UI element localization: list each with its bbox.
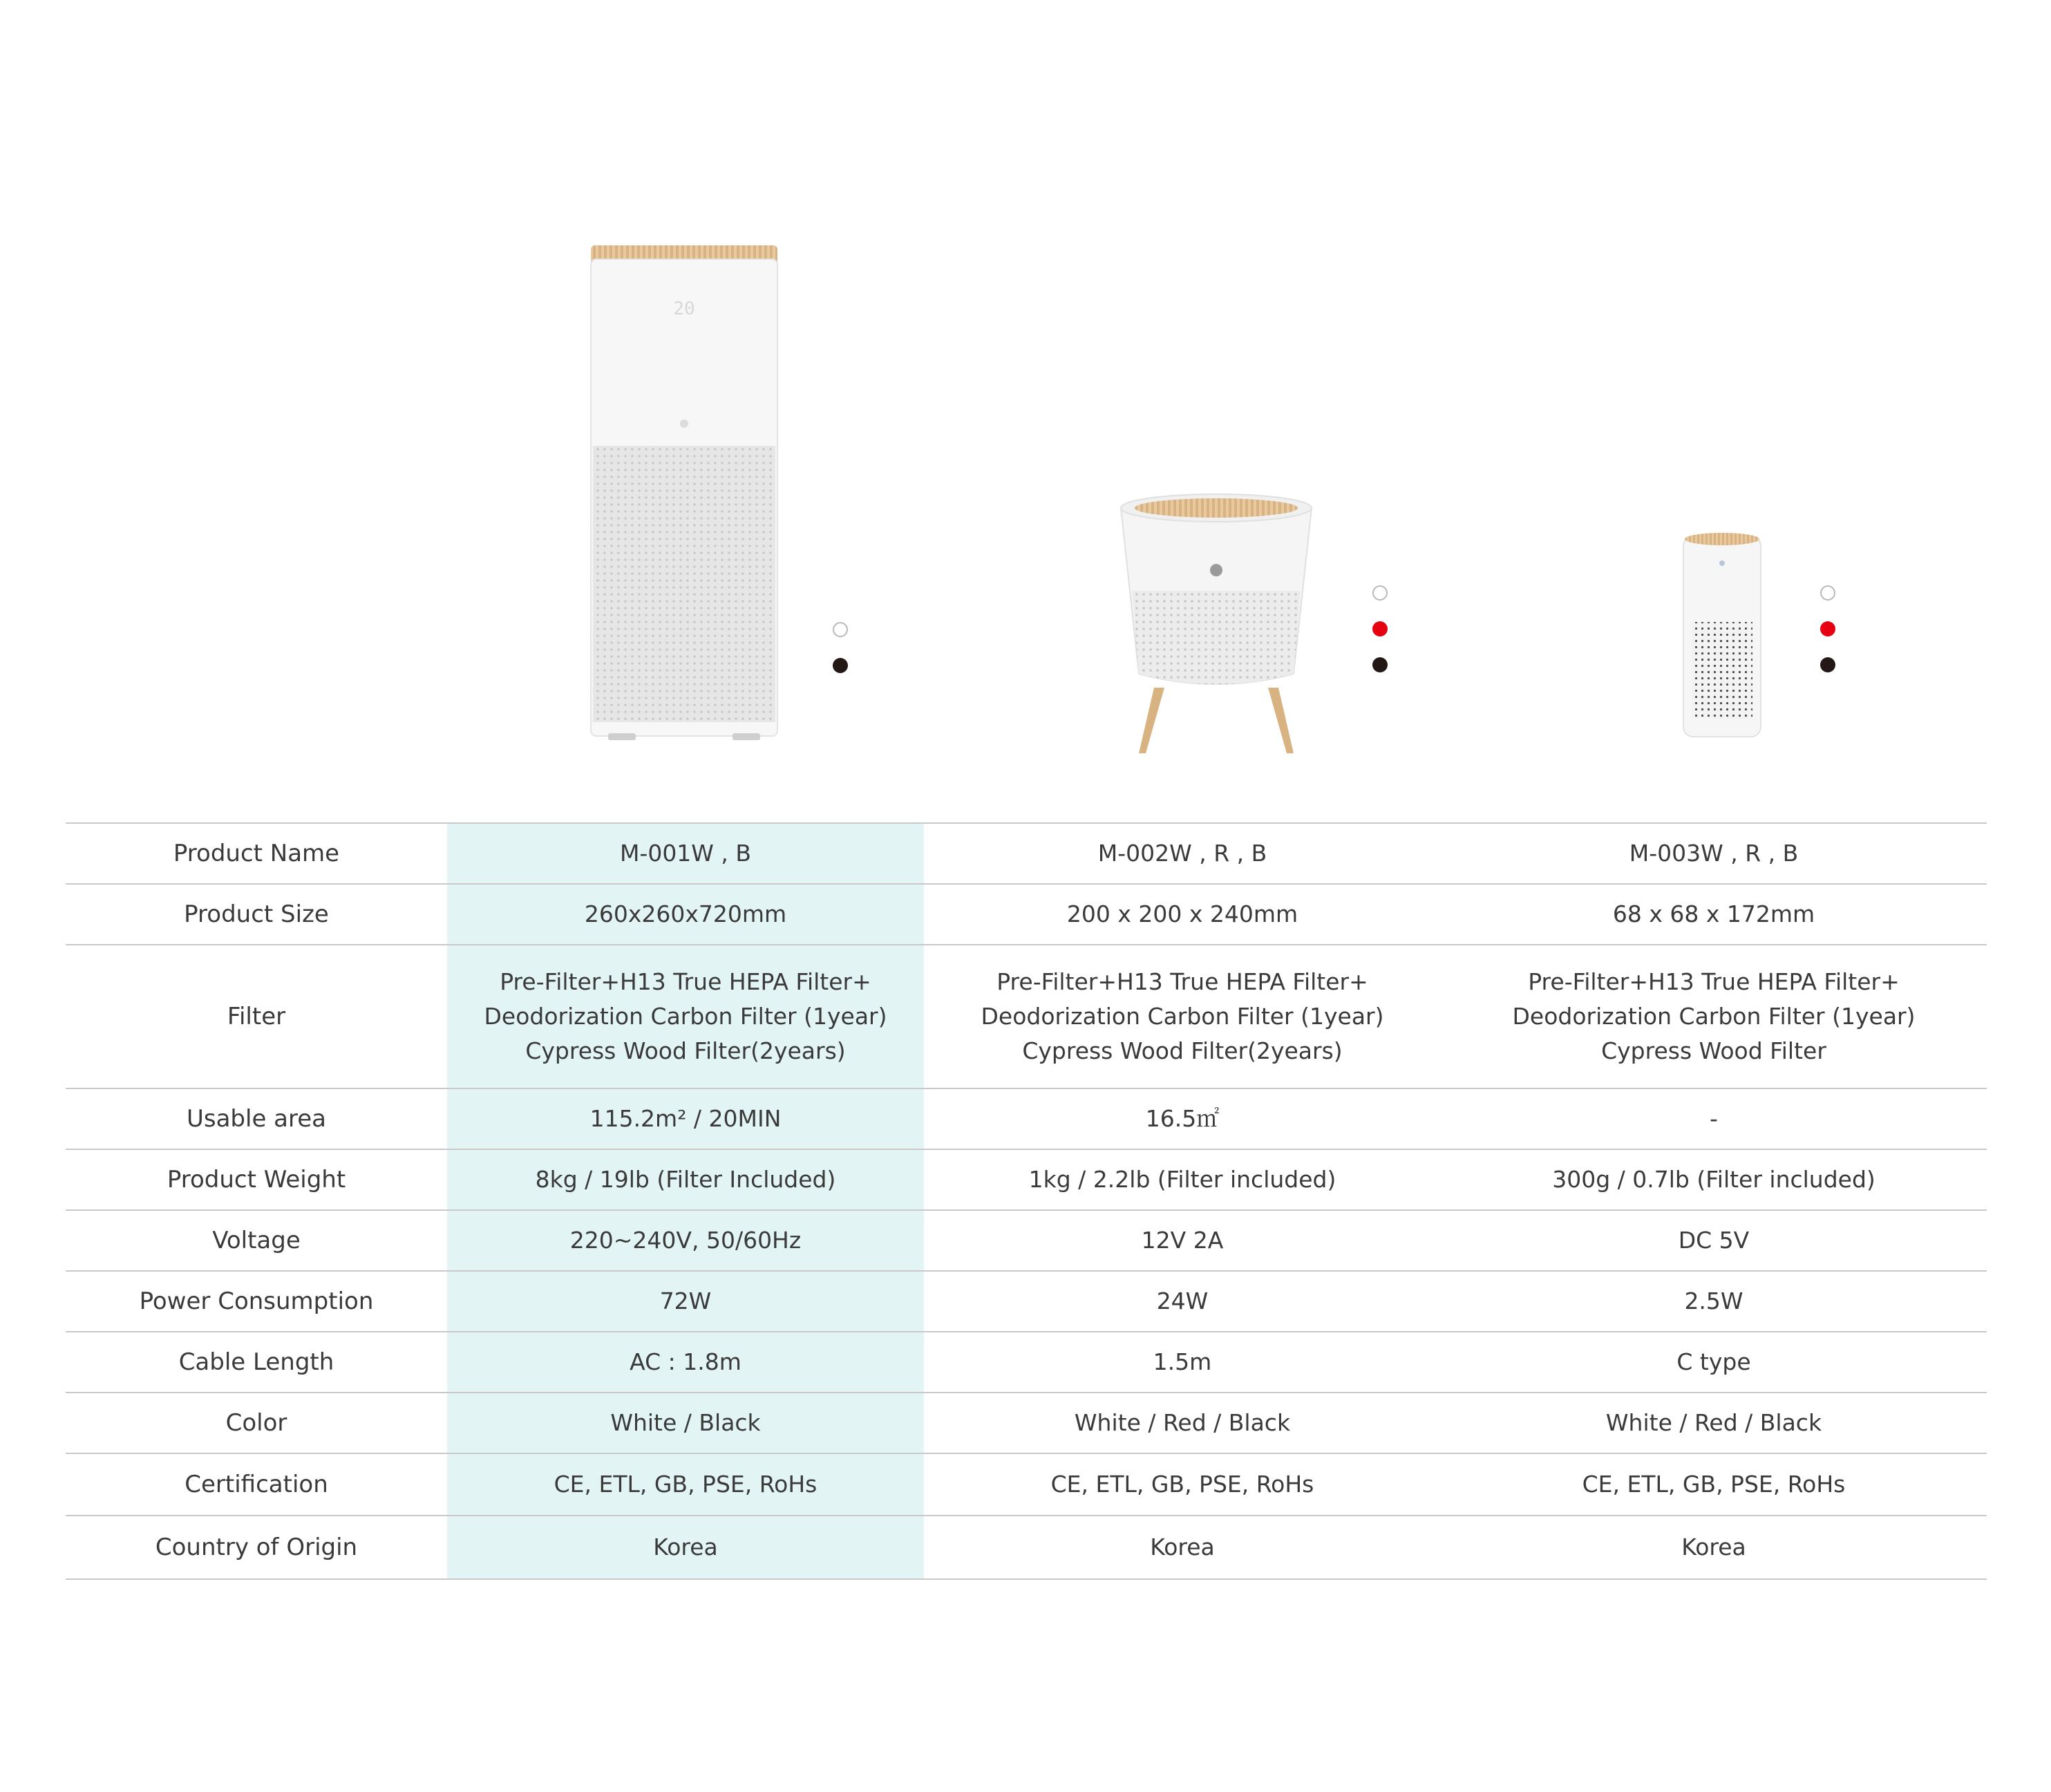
swatch-black-m001[interactable] <box>833 658 848 673</box>
row-label: Filter <box>66 945 447 1088</box>
cell-m001: 72W <box>447 1271 924 1332</box>
filter-line: Pre-Filter+H13 True HEPA Filter+ <box>500 968 871 995</box>
table-row <box>66 1393 1987 1453</box>
filter-line: Cypress Wood Filter(2years) <box>1022 1037 1343 1064</box>
cell-m001: AC : 1.8m <box>447 1332 924 1393</box>
filter-line: Deodorization Carbon Filter (1year) <box>981 1003 1384 1030</box>
swatch-white-m002[interactable] <box>1372 585 1388 601</box>
cell-m001: 220~240V, 50/60Hz <box>447 1210 924 1271</box>
cell-m001: Korea <box>447 1516 924 1579</box>
filter-line: Deodorization Carbon Filter (1year) <box>1512 1003 1916 1030</box>
cell-m003: C type <box>1441 1332 1987 1393</box>
swatch-white-m003[interactable] <box>1820 585 1835 601</box>
swatch-red-m002[interactable] <box>1372 621 1388 636</box>
swatch-black-m003[interactable] <box>1820 657 1835 672</box>
row-label: Usable area <box>66 1088 447 1149</box>
row-label: Country of Origin <box>66 1516 447 1579</box>
cell-m002: Korea <box>924 1516 1441 1579</box>
product-image-m001 <box>587 245 781 750</box>
table-row <box>66 1271 1987 1332</box>
cell-m003: CE, ETL, GB, PSE, RoHs <box>1441 1453 1987 1516</box>
table-row <box>66 1453 1987 1516</box>
filter-line: Deodorization Carbon Filter (1year) <box>484 1003 887 1030</box>
cell-m001: 260x260x720mm <box>447 884 924 945</box>
cell-m002: White / Red / Black <box>924 1393 1441 1453</box>
cell-m001: CE, ETL, GB, PSE, RoHs <box>447 1453 924 1516</box>
cell-m002: CE, ETL, GB, PSE, RoHs <box>924 1453 1441 1516</box>
cell-m002: 24W <box>924 1271 1441 1332</box>
row-label: Product Weight <box>66 1149 447 1210</box>
cell-m002: 12V 2A <box>924 1210 1441 1271</box>
row-label: Voltage <box>66 1210 447 1271</box>
row-label: Certification <box>66 1453 447 1516</box>
row-label: Cable Length <box>66 1332 447 1393</box>
cell-m002: 1.5m <box>924 1332 1441 1393</box>
cell-m001: M-001W , B <box>447 823 924 884</box>
cell-m003: DC 5V <box>1441 1210 1987 1271</box>
spec-table <box>66 822 1987 1580</box>
table-row <box>66 1210 1987 1271</box>
table-row <box>66 884 1987 945</box>
swatch-black-m002[interactable] <box>1372 657 1388 672</box>
cell-m002 <box>924 945 1441 1088</box>
row-label: Color <box>66 1393 447 1453</box>
cell-m003: 300g / 0.7lb (Filter included) <box>1441 1149 1987 1210</box>
filter-line: Pre-Filter+H13 True HEPA Filter+ <box>996 968 1368 995</box>
filter-line: Cypress Wood Filter(2years) <box>525 1037 846 1064</box>
cell-m001: White / Black <box>447 1393 924 1453</box>
cell-m003: M-003W , R , B <box>1441 823 1987 884</box>
cell-m001 <box>447 945 924 1088</box>
cell-m003: 2.5W <box>1441 1271 1987 1332</box>
cell-m002: 16.5㎡ <box>924 1088 1441 1149</box>
table-row <box>66 1149 1987 1210</box>
row-label: Power Consumption <box>66 1271 447 1332</box>
cell-m002: 200 x 200 x 240mm <box>924 884 1441 945</box>
table-row <box>66 1332 1987 1393</box>
cell-m001: 115.2m² / 20MIN <box>447 1088 924 1149</box>
cell-m002: 1kg / 2.2lb (Filter included) <box>924 1149 1441 1210</box>
filter-line: Cypress Wood Filter <box>1601 1037 1826 1064</box>
cell-m003: Korea <box>1441 1516 1987 1579</box>
cell-m001: 8kg / 19lb (Filter Included) <box>447 1149 924 1210</box>
product-image-m003 <box>1681 532 1764 739</box>
swatch-red-m003[interactable] <box>1820 621 1835 636</box>
cell-m003 <box>1441 945 1987 1088</box>
product-image-m002 <box>1113 487 1320 757</box>
row-label: Product Name <box>66 823 447 884</box>
filter-line: Pre-Filter+H13 True HEPA Filter+ <box>1528 968 1900 995</box>
cell-m002: M-002W , R , B <box>924 823 1441 884</box>
cell-m003: White / Red / Black <box>1441 1393 1987 1453</box>
table-row <box>66 945 1987 1088</box>
svg-text:20: 20 <box>673 299 695 319</box>
swatch-white-m001[interactable] <box>833 622 848 637</box>
cell-m003: 68 x 68 x 172mm <box>1441 884 1987 945</box>
table-row <box>66 1516 1987 1579</box>
cell-m003: - <box>1441 1088 1987 1149</box>
table-row <box>66 823 1987 884</box>
row-label: Product Size <box>66 884 447 945</box>
table-row <box>66 1088 1987 1149</box>
